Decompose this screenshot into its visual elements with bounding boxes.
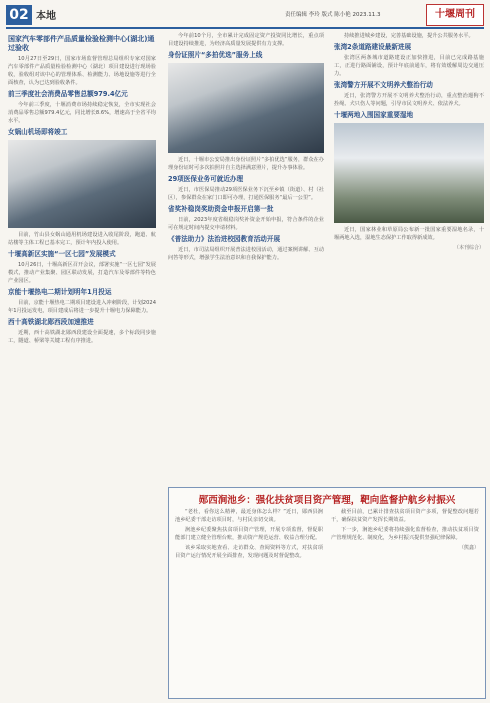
headline-medical-insurance: 29项医保业务可就近办理 xyxy=(168,175,244,183)
article-text: 近期，西十高铁湖北郧西段建设全面提速，多个标段同步施工，隧道、桥梁等关键工程有序推进。 xyxy=(8,330,156,344)
article-text: 10月26日，十堰高新区召开会议，部署实施“一区七园”发展模式，推动产业集聚、园区联动发展，打造汽车及零部件等特色产业园区。 xyxy=(8,262,156,284)
feature-headline: 郧西涧池乡：强化扶贫项目资产管理，靶向监督护航乡村振兴 xyxy=(198,495,456,506)
article-text: 日前，2023年度省级稳岗奖补资金开始申报，符合条件的企业可在规定时间内提交申请材料。 xyxy=(168,217,324,231)
feature-text: 截至目前，已累计排查扶贫项目资产多项，督促整改问题若干，确保扶贫资产发挥长期效益。 xyxy=(331,509,479,523)
headline-wetlands: 十堰两地入围国家重要湿地 xyxy=(334,111,414,119)
airport-photo xyxy=(8,140,156,228)
headline-retail-sales: 前三季度社会消费品零售总额979.4亿元 xyxy=(8,90,128,98)
author-note: （熊鑫） xyxy=(458,545,479,551)
feature-column-left xyxy=(175,508,323,562)
headline-power-plant: 京能十堰热电二期计划明年1月投运 xyxy=(8,288,112,296)
feature-text: “老杜，看你这么精神，最近身体怎么样？”近日，郧西县涧池乡纪委干部走访项目时，与村民亲切交谈。 xyxy=(175,509,323,523)
header-rule xyxy=(6,27,484,29)
headline-roads: 张湾2条道路建设最新进展 xyxy=(334,43,412,51)
feature-text: 该乡采取实地查看、走访群众、查阅资料等方式，对扶贫项目资产运行情况开展全面排查，发现问题及时督促整改。 xyxy=(175,545,323,559)
headline-dog-rules: 张湾警方开展不文明养犬整治行动 xyxy=(334,81,433,89)
article-text: 近日，市司法局组织开展普法进校园活动，通过案例讲解、互动问答等形式，增强学生法治意识和自我保护能力。 xyxy=(168,247,324,261)
article-text: 今年前10个月，全市累计完成固定资产投资同比增长，重点项目建设持续推进，为经济高质量发展提供有力支撑。 xyxy=(168,33,324,47)
headline-high-tech-zone: 十堰高新区实施“一区七园”发展模式 xyxy=(8,250,116,258)
article-text: 持续推进城乡建设，完善基础设施，提升公共服务水平。 xyxy=(344,33,474,39)
headline-airport: 女娲山机场即将竣工 xyxy=(8,128,68,136)
headline-subsidy: 省奖补稳岗奖助资金申报开启第一批 xyxy=(168,205,274,213)
page-number: 02 xyxy=(6,5,32,25)
headline-railway: 西十高铁湖北郧西段加速推进 xyxy=(8,318,94,326)
newspaper-brand: 十堰周刊 xyxy=(426,4,484,26)
source-note: （本刊综合） xyxy=(453,245,484,251)
column-left xyxy=(8,32,156,347)
article-text: 近日，国家林业和草原局公布新一批国家重要湿地名录，十堰两地入选，湿地生态保护工作取得新成效。 xyxy=(334,227,484,241)
wetland-photo xyxy=(334,123,484,223)
feature-column-right xyxy=(331,508,479,552)
feature-text: 下一步，涧池乡纪委将持续强化监督检查，推动扶贫项目资产管理规范化、制度化，为乡村振兴提供坚强纪律保障。 xyxy=(331,527,479,541)
article-text: 目前，竹山县女娲山通用机场建设进入收尾阶段，跑道、航站楼等主体工程已基本完工，预计年内投入使用。 xyxy=(8,232,156,246)
headline-legal-education: 《普法助力》法治进校园教育活动开展 xyxy=(168,235,281,243)
page-header xyxy=(0,0,490,28)
column-right xyxy=(334,32,484,252)
id-photo-service-photo xyxy=(168,63,324,153)
article-text: 近日，十堰市公安局推出身份证照片“多拍优选”服务，群众在办理身份证时可多次拍照并自主选择满意照片，提升办事体验。 xyxy=(168,157,324,171)
article-text: 10月27日至29日，国家市场监督管理总局组织专家对国家汽车零部件产品质量检验检测中心（湖北）项目建设进行现场验收，验收组对该中心的管理体系、检测能力、场地设施等进行全面核查，认为已达到验收条件。 xyxy=(8,56,156,86)
article-text: 近日，市医保局推动29项医保业务下沉至乡镇（街道）、村（社区），参保群众在家门口即可办理，打通医保服务“最后一公里”。 xyxy=(168,187,324,201)
article-text: 张湾区两条城市道路建设正加快推进，目前已完成路基施工，正进行路面铺设，预计年底前通车，将有效缓解周边交通压力。 xyxy=(334,55,484,77)
article-text: 今年前三季度，十堰消费市场持续稳定恢复，全市实现社会消费品零售总额979.4亿元，同比增长8.6%，增速高于全省平均水平。 xyxy=(8,102,156,124)
editor-info: 责任编辑 李玲 版式 陈小艳 2023.11.3 xyxy=(285,12,381,18)
headline-id-photo: 身份证照片“多拍优选”服务上线 xyxy=(168,51,263,59)
article-text: 近日，张湾警方开展不文明养犬整治行动，重点整治遛狗不拴绳、犬只伤人等问题，引导市民文明养犬、依法养犬。 xyxy=(334,93,484,107)
feature-box xyxy=(168,487,486,699)
article-text: 目前，京能十堰热电二期项目建设进入冲刺阶段，计划2024年1月投运发电，项目建成后将进一步提升十堰电力保障能力。 xyxy=(8,300,156,314)
column-middle xyxy=(168,32,324,264)
headline-testing-center: 国家汽车零部件产品质量检验检测中心(湖北)通过验收 xyxy=(8,35,155,52)
feature-text: 涧池乡纪委聚焦扶贫项目资产管理，开展专项监督，督促职能部门建立健全管理台账，推动资产规范运营、收益合理分配。 xyxy=(175,527,323,541)
section-name: 本地 xyxy=(36,11,56,22)
